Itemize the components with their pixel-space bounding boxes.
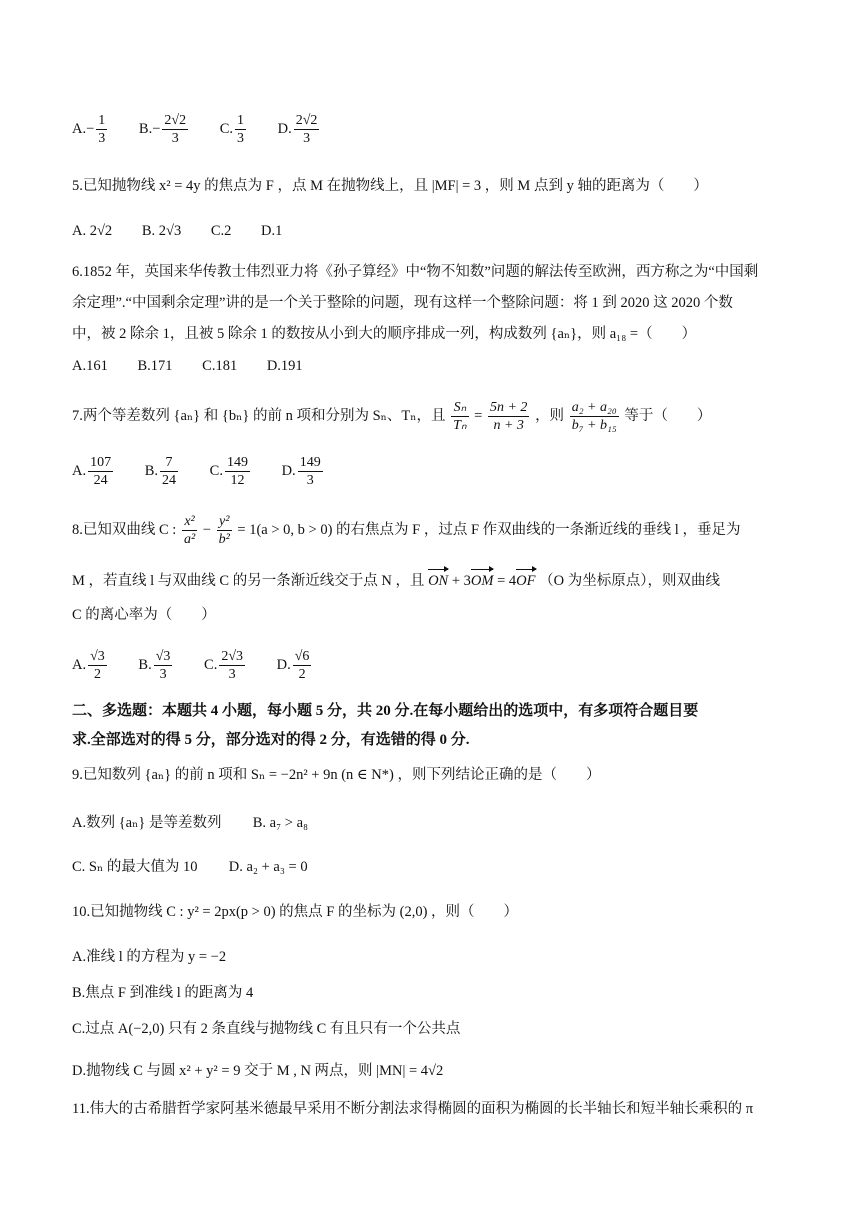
- q5-option-a: A. 2√2: [72, 223, 113, 239]
- q7-option-b: B. $\frac{7}{24}$: [144, 455, 177, 488]
- q9-option-b: B. a₇ > a₈: [252, 815, 309, 831]
- q4-option-b: B.− $\frac{2√2}{3}$: [138, 113, 187, 146]
- q4-option-a: A.− $\frac{1}{3}$: [72, 113, 106, 146]
- q8-option-a: A. $\frac{√3}{2}$: [72, 649, 105, 682]
- q10-option-c: C.过点 A(−2,0) 只有 2 条直线与抛物线 C 有且只有一个公共点: [72, 1021, 461, 1037]
- q8-option-c: C. $\frac{2√3}{3}$: [204, 649, 244, 682]
- q9-stem: 9.已知数列 {aₙ} 的前 n 项和 Sₙ = −2n² + 9n (n ∈ N*) ，则下列结论正确的是（ ）: [72, 767, 601, 783]
- q7-option-c: C. $\frac{149}{12}$: [209, 455, 248, 488]
- q9-option-a: A.数列 {aₙ} 是等差数列: [72, 815, 222, 831]
- q9-options-row2: [72, 856, 790, 878]
- q9-options-row1: [72, 812, 790, 834]
- section-header-line1: 二、多选题：本题共 4 小题，每小题 5 分，共 20 分.在每小题给出的选项中，有多项符合题目要: [72, 703, 699, 719]
- q7-options: [72, 454, 790, 489]
- q4-option-d: D. $\frac{2√2}{3}$: [277, 113, 318, 146]
- q6-option-a: A.161: [72, 358, 108, 374]
- q6-option-c: C.181: [202, 358, 238, 374]
- q8-stem-line3: C 的离心率为（ ）: [72, 607, 216, 623]
- q5-option-d: D.1: [261, 223, 283, 239]
- q6-stem-line2: 余定理”.“中国剩余定理”讲的是一个关于整除的问题，现有这样一个整除问题：将 1 到 2020 这 2020 个数: [72, 295, 733, 311]
- q7-option-a: A. $\frac{107}{24}$: [72, 455, 112, 488]
- q6-option-b: B.171: [137, 358, 173, 374]
- q4-option-c: C. $\frac{1}{3}$: [219, 113, 245, 146]
- q4-options: [72, 112, 790, 147]
- q10-stem: 10.已知抛物线 C : y² = 2px(p > 0) 的焦点 F 的坐标为 (2,0) ，则（ ）: [72, 904, 519, 920]
- q5-stem: 5.已知抛物线 x² = 4y 的焦点为 F ，点 M 在抛物线上，且 |MF| = 3 ，则 M 点到 y 轴的距离为（ ）: [72, 178, 708, 194]
- q10-option-a: A.准线 l 的方程为 y = −2: [72, 949, 227, 965]
- q5-option-b: B. 2√3: [141, 223, 182, 239]
- q8-options: [72, 648, 790, 683]
- q8-stem-line1: 8.已知双曲线 C : $\frac{\text{x²}}{\text{a²}}$ − $\frac{\text{y²}}{\text{b²}}$ = 1(a > 0, b > 0) 的右焦点为 F ，过点 F 作双曲线的一条渐近线的垂线 l ，垂足为: [72, 514, 741, 547]
- q6-option-d: D.191: [266, 358, 303, 374]
- q8-option-b: B. $\frac{√3}{3}$: [138, 649, 171, 682]
- q5-option-c: C.2: [210, 223, 232, 239]
- q6-stem-line1: 6.1852 年，英国来华传教士伟烈亚力将《孙子算经》中“物不知数”问题的解法传至欧洲，西方称之为“中国剩: [72, 264, 759, 280]
- q8-stem-line2: M ，若直线 l 与双曲线 C 的另一条渐近线交于点 N ，且 ON + 3OM = 4OF （O 为坐标原点），则双曲线: [72, 570, 790, 592]
- q6-stem-line3: 中，被 2 除余 1，且被 5 除余 1 的数按从小到大的顺序排成一列，构成数列 {aₙ}，则 a₁₈ =（ ）: [72, 326, 697, 342]
- section-header-line2: 求.全部选对的得 5 分，部分选对的得 2 分，有选错的得 0 分.: [72, 732, 470, 748]
- q8-option-d: D. $\frac{√6}{2}$: [276, 649, 310, 682]
- q7-stem: 7.两个等差数列 {aₙ} 和 {bₙ} 的前 n 项和分别为 Sₙ、Tₙ，且 $\frac{\text{Sₙ}}{\text{Tₙ}}$ = $\frac{5n + 2}{n + 3}$ ，则 $\frac{\text{a₂ + a₂₀}}{\text{b₇ + b₁₅}}$ 等于（ ）: [72, 400, 712, 433]
- q9-option-c: C. Sₙ 的最大值为 10: [72, 859, 198, 875]
- q6-options: [72, 355, 790, 377]
- q7-option-d: D. $\frac{149}{3}$: [281, 455, 321, 488]
- q11-stem: 11.伟大的古希腊哲学家阿基米德最早采用不断分割法求得椭圆的面积为椭圆的长半轴长和短半轴长乘积的 π: [72, 1101, 754, 1117]
- q10-option-b: B.焦点 F 到准线 l 的距离为 4: [72, 985, 254, 1001]
- q10-option-d: D.抛物线 C 与圆 x² + y² = 9 交于 M , N 两点，则 |MN| = 4√2: [72, 1063, 444, 1079]
- q5-options: [72, 220, 790, 242]
- q9-option-d: D. a₂ + a₃ = 0: [228, 859, 308, 875]
